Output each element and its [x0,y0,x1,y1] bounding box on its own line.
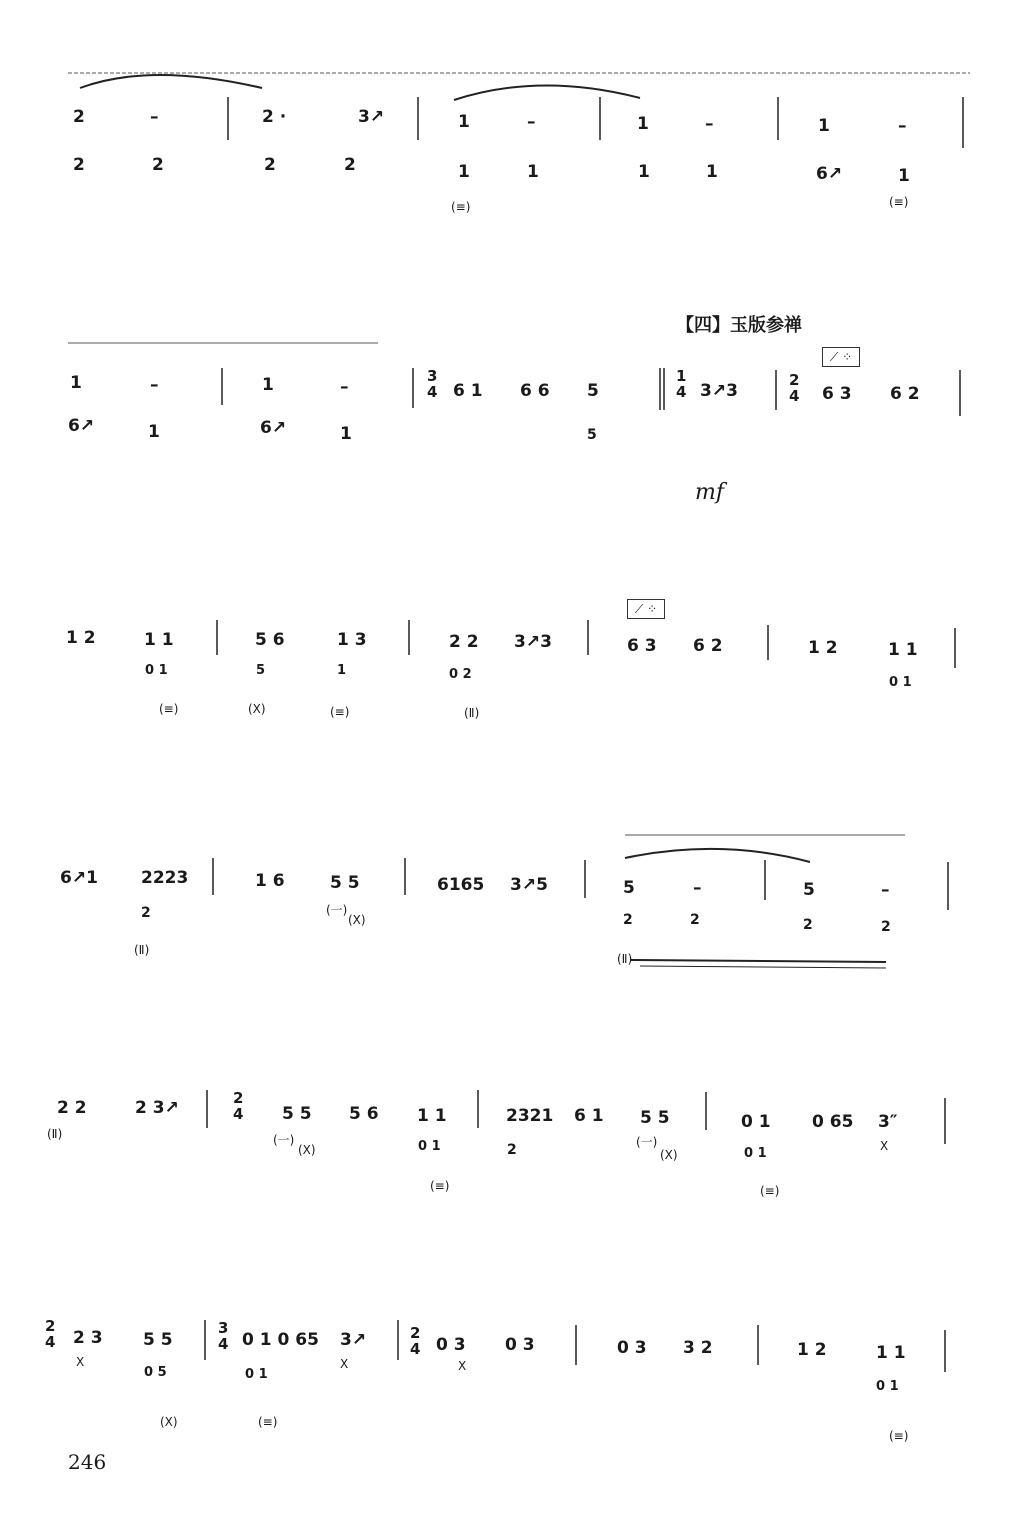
note: 6 1 [453,381,483,401]
note: – [705,114,714,134]
string-mark: (X) [348,913,366,927]
note: 0 3 [505,1335,535,1355]
accomp-note: 1 [706,162,718,182]
string-mark: (≡) [760,1184,780,1198]
time-signature: 2 4 [789,371,800,405]
accomp-note: 1 [638,162,650,182]
bowing-box-icon: ⟋ ⁘ [627,599,665,619]
accomp-note: 0 1 [145,663,168,678]
bowing-box-icon: ⟋ ⁘ [822,347,860,367]
accomp-note: 1 [898,166,910,186]
note: 5 5 [330,873,360,893]
accomp-note: 6↗ [68,416,95,436]
trill-line [630,960,886,962]
note: 1 1 [144,630,174,650]
string-mark: (X) [248,702,266,716]
note: 6 3 [822,384,852,404]
accomp-note: 0 5 [144,1365,167,1380]
note: 1 2 [808,638,838,658]
note: 1 [637,114,649,134]
note: 1 2 [797,1340,827,1360]
accomp-note: 1 [458,162,470,182]
note: – [150,107,159,127]
note: 0 3 [436,1335,466,1355]
note: 5 [803,880,815,900]
note: 5 5 [143,1330,173,1350]
note: 2321 [506,1106,554,1126]
accomp-note: 2 [264,155,276,175]
note: 6 2 [693,636,723,656]
note: – [881,880,890,900]
slur [454,85,640,100]
note: 2223 [141,868,189,888]
string-mark: (Ⅱ) [617,952,633,966]
string-mark: (X) [660,1148,678,1162]
string-mark: (X) [298,1143,316,1157]
note: 3″ [878,1112,898,1132]
accomp-note: 2 [881,919,891,935]
note: 3↗3 [514,632,552,652]
string-mark: (≡) [451,200,471,214]
note: 1 [70,373,82,393]
note: 5 [623,878,635,898]
time-signature: 2 4 [410,1324,421,1358]
note: 3↗5 [510,875,548,895]
note: 3↗3 [700,381,738,401]
accomp-note: 5 [256,663,266,678]
slur [625,849,810,862]
string-mark: (一) [636,1135,658,1149]
accomp-note: 2 [344,155,356,175]
time-signature: 1 4 [676,367,687,401]
time-signature: 2 4 [233,1089,244,1123]
accomp-note: 1 [340,424,352,444]
string-mark: (≡) [430,1179,450,1193]
accomp-note: 2 [507,1142,517,1158]
note: 6165 [437,875,485,895]
note: 5 6 [255,630,285,650]
string-mark: X [76,1355,85,1369]
note: 5 5 [640,1108,670,1128]
accomp-note: 0 1 [744,1146,767,1161]
page-number: 246 [68,1450,107,1474]
note: – [340,377,349,397]
string-mark: (Ⅱ) [464,706,480,720]
note: – [693,878,702,898]
accomp-note: 0 1 [876,1379,899,1394]
accomp-note: 0 1 [889,675,912,690]
slur [80,75,262,88]
accomp-note: 2 [690,912,700,928]
string-mark: X [458,1359,467,1373]
note: 2 3 [73,1328,103,1348]
time-signature: 3 4 [427,367,438,401]
accomp-note: 2 [73,155,85,175]
note: 1 1 [417,1106,447,1126]
string-mark: (Ⅱ) [134,943,150,957]
time-signature: 2 4 [45,1317,56,1351]
note: 2 3↗ [135,1098,179,1118]
string-mark: X [880,1139,889,1153]
dynamic-marking: mf [695,480,725,505]
string-mark: (一) [273,1133,295,1147]
note: 1 1 [888,640,918,660]
note: 6 6 [520,381,550,401]
note: 2 2 [57,1098,87,1118]
accomp-note: 2 [803,917,813,933]
string-mark: (Ⅱ) [47,1127,63,1141]
string-mark: (≡) [159,702,179,716]
trill-line [640,966,886,968]
note: 1 [818,116,830,136]
string-mark: (一) [326,903,348,917]
note: – [527,112,536,132]
note: – [150,375,159,395]
note: 1 2 [66,628,96,648]
note: 1 [262,375,274,395]
note: 0 1 0 65 [242,1330,319,1350]
accomp-note: 0 1 [418,1139,441,1154]
note: 3 2 [683,1338,713,1358]
note: 2 [73,107,85,127]
note: – [898,116,907,136]
accomp-note: 1 [527,162,539,182]
accomp-note: 2 [152,155,164,175]
note: 1 6 [255,871,285,891]
accomp-note: 2 [141,905,151,921]
note: 6 3 [627,636,657,656]
note: 5 6 [349,1104,379,1124]
note: 5 [587,381,599,401]
note: 1 3 [337,630,367,650]
note: 3↗ [358,107,385,127]
note: 3↗ [340,1330,367,1350]
note: 2 · [262,107,287,127]
accomp-note: 1 [337,663,347,678]
note: 0 65 [812,1112,854,1132]
string-mark: (≡) [330,705,350,719]
note: 6 2 [890,384,920,404]
string-mark: (≡) [258,1415,278,1429]
string-mark: X [340,1357,349,1371]
time-signature: 3 4 [218,1319,229,1353]
note: 1 [458,112,470,132]
note: 6 1 [574,1106,604,1126]
accomp-note: 6↗ [260,418,287,438]
accomp-note: 2 [623,912,633,928]
accomp-note: 5 [587,427,597,443]
note: 0 3 [617,1338,647,1358]
string-mark: (≡) [889,1429,909,1443]
accomp-note: 0 2 [449,667,472,682]
section-title: 【四】玉版参禅 [676,315,802,336]
accomp-note: 1 [148,422,160,442]
string-mark: (X) [160,1415,178,1429]
accomp-note: 6↗ [816,164,843,184]
string-mark: (≡) [889,195,909,209]
note: 0 1 [741,1112,771,1132]
note: 2 2 [449,632,479,652]
note: 1 1 [876,1343,906,1363]
note: 5 5 [282,1104,312,1124]
note: 6↗1 [60,868,98,888]
accomp-note: 0 1 [245,1367,268,1382]
